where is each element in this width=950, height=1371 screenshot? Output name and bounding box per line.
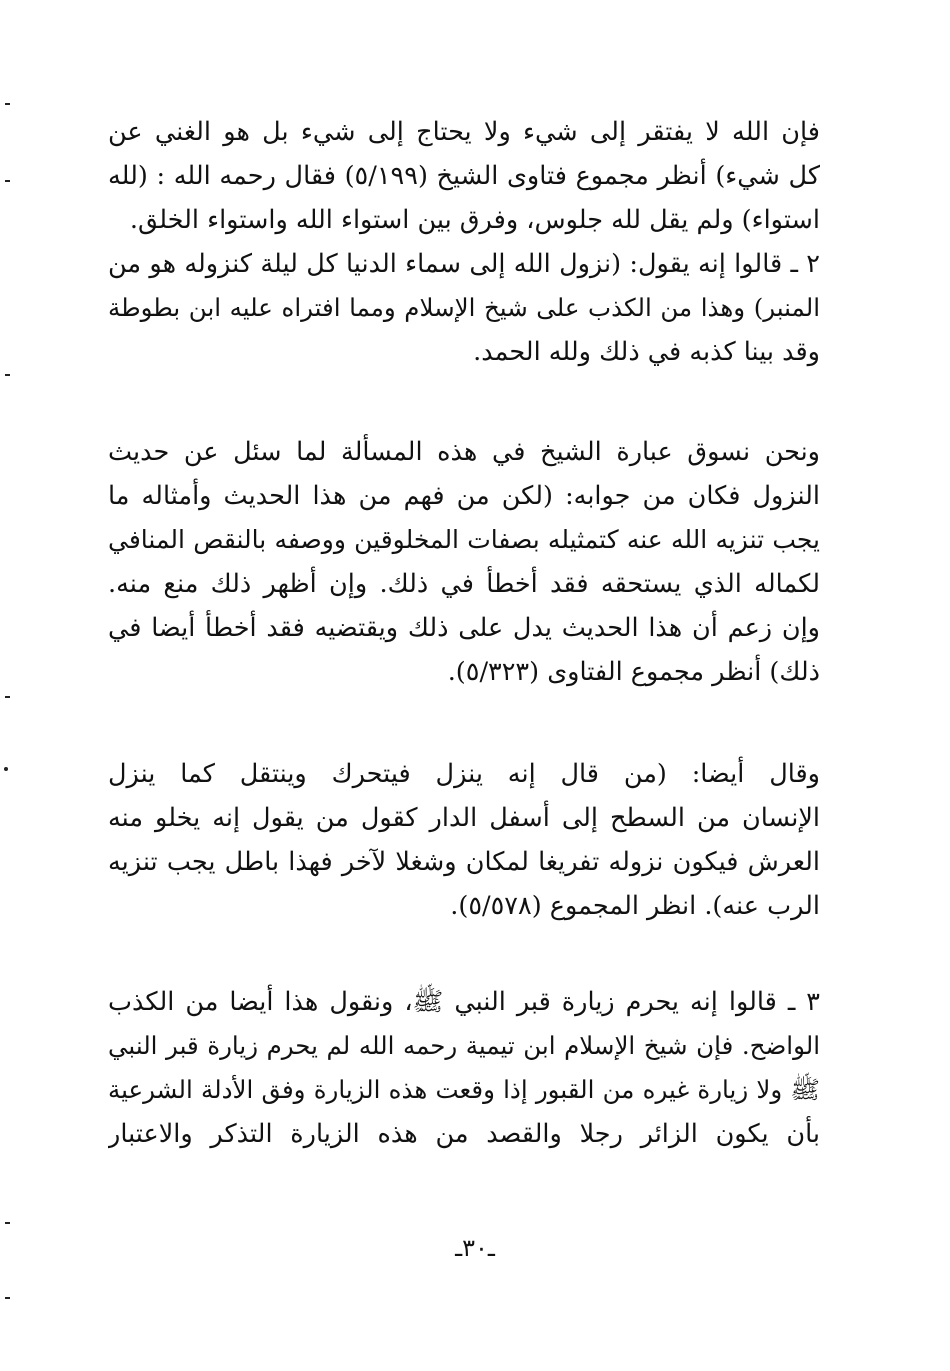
text-line: النزول فكان من جوابه: (لكن من فهم من هذا الحديث وأمثاله ما [108,481,820,511]
text-line: العرش فيكون نزوله تفريغا لمكان وشغلا لآخر فهذا باطل يجب تنزيه [108,847,820,877]
paragraph-3 [108,752,820,928]
paragraph-4 [108,980,820,1156]
margin-mark [5,1297,10,1299]
text-line: ذلك) أنظر مجموع الفتاوى (٥/٣٢٣). [447,657,820,687]
margin-mark [5,103,10,105]
paragraph-1 [108,110,820,374]
page-number: ـ٣٠ـ [455,1234,495,1262]
text-line: ٢ ـ قالوا إنه يقول: (نزول الله إلى سماء الدنيا كل ليلة كنزوله هو من [108,249,820,279]
margin-mark [5,374,10,376]
text-line: ونحن نسوق عبارة الشيخ في هذه المسألة لما سئل عن حديث [108,437,820,467]
text-line: لكماله الذي يستحقه فقد أخطأ في ذلك. وإن أظهر ذلك منع منه. [108,569,820,599]
text-line: بأن يكون الزائر رجلا والقصد من هذه الزيارة التذكر والاعتبار [108,1119,820,1149]
margin-mark [5,180,10,182]
text-line: الواضح. فإن شيخ الإسلام ابن تيمية رحمه الله لم يحرم زيارة قبر النبي [108,1031,820,1060]
text-line: كل شيء) أنظر مجموع فتاوى الشيخ (٥/١٩٩) فقال رحمه الله : (لله [108,161,820,191]
text-line: وقال أيضا: (من قال إنه ينزل فيتحرك وينتقل كما ينزل [108,759,820,789]
paragraph-2 [108,430,820,694]
margin-mark [5,1222,10,1224]
text-line: وإن زعم أن هذا الحديث يدل على ذلك ويقتضيه فقد أخطأ أيضا في [108,613,820,643]
text-line: المنبر) وهذا من الكذب على شيخ الإسلام ومما افتراه عليه ابن بطوطة [108,293,820,322]
text-line: الإنسان من السطح إلى أسفل الدار كقول من يقول إنه يخلو منه [108,803,820,833]
text-line: فإن الله لا يفتقر إلى شيء ولا يحتاج إلى شيء بل هو الغني عن [108,117,820,147]
text-line: يجب تنزيه الله عنه كتمثيله بصفات المخلوقين ووصفه بالنقص المنافي [108,525,820,554]
text-line: استواء) ولم يقل لله جلوس، وفرق بين استواء الله واستواء الخلق. [129,205,820,235]
text-line: الرب عنه). انظر المجموع (٥/٥٧٨). [450,891,820,921]
margin-mark [4,767,8,771]
text-line: وقد بينا كذبه في ذلك ولله الحمد. [473,337,820,367]
text-line: ﷺ ولا زيارة غيره من القبور إذا وقعت هذه الزيارة وفق الأدلة الشرعية [108,1075,820,1104]
margin-mark [5,696,10,698]
text-line: ٣ ـ قالوا إنه يحرم زيارة قبر النبي ﷺ، ونقول هذا أيضا من الكذب [108,987,820,1017]
